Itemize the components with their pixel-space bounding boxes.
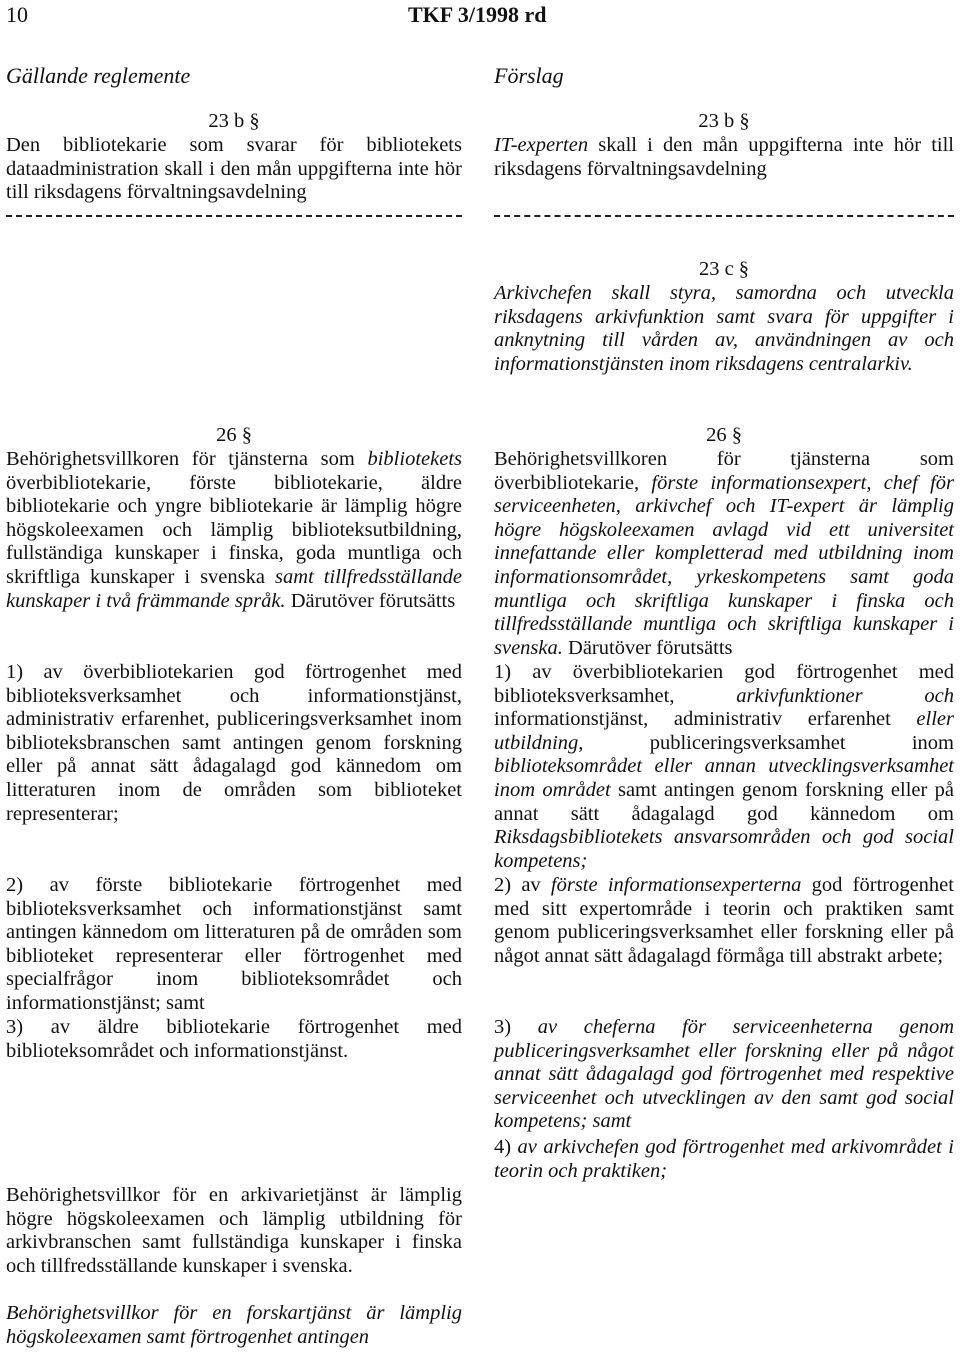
right-26-item4-a: 4) (494, 1136, 518, 1158)
right-26-item3-a: 3) (494, 1016, 538, 1038)
left-omission-dashes (6, 215, 462, 217)
right-26-item2-c: god förtrogenhet med sitt expertområde i teorin och praktiken samt genom publiceringsverksamhet eller forskning eller på något annat sätt ådagalagd förmåga till abstrakt arbete; (494, 874, 954, 967)
right-26-item1-d: eller utbildning (494, 708, 954, 754)
left-arkiv-text: Behörighetsvillkor för en arkivarietjänst är lämplig högre högskoleexamen och lämplig utbildning för arkivbranschen samt fullständiga kunskaper i finska och tillfredsställande kunskaper i svenska. (6, 1184, 462, 1277)
page-number: 10 (6, 2, 28, 27)
left-26-item-3: 3) av äldre bibliotekarie förtrogenhet med biblioteksområdet och informationstjänst. (6, 1016, 462, 1062)
right-23b-rest: skall i den mån uppgifterna inte hör till riksdagens förvaltningsavdelning (494, 134, 954, 180)
left-26-item-2: 2) av förste bibliotekarie förtrogenhet med biblioteksverksamhet och informationstjänst samt antingen kännedom om litteraturen på de områden som biblioteket representerar eller förtrogenhet med specialfrågor inom biblioteksområdet och informationstjänst; samt (6, 874, 462, 1014)
right-26-item1-f: biblioteksområdet eller annan utvecklingsverksamhet inom området (494, 755, 954, 801)
left-26-item-1: 1) av överbibliotekarien god förtrogenhet med biblioteksverksamhet och informationstjänst, administrativ erfarenhet, publiceringsverksamhet inom biblioteksbranschen samt antingen genom forskning eller på annat sätt ådagalagd god kännedom om litteraturen inom de områden som biblioteket representerar; (6, 661, 462, 825)
right-26-item1-g: samt antingen genom forskning eller på annat sätt ådagalagd god kännedom om (494, 778, 955, 825)
running-head: TKF 3/1998 rd (408, 2, 547, 27)
right-26-i1: förste informationsexpert, chef för serviceenheten, arkivchef och IT-expert är lämplig högre högskoleexamen avlagd vid ett universitet innefattande eller kompletterad med utbildning inom informationsområdet, yrkeskompetens samt goda muntliga och skriftliga kunskaper i finska och tillfredsställande muntliga och skriftliga kunskaper i svenska. (494, 471, 954, 659)
right-23b-text (494, 134, 954, 181)
right-23c-text: Arkivchefen skall styra, samordna och utveckla riksdagens arkivfunktion samt svara för uppgifter i anknytning till vården av, användningen av och informationstjänsten inom riksdagens centralarkiv. (494, 282, 954, 375)
right-omission-dashes (494, 215, 954, 217)
right-26-item-2 (494, 874, 954, 968)
right-section-23b: 23 b § (698, 110, 750, 132)
left-26-intro-part1: Behörighetsvillkoren för tjänsterna som (6, 448, 368, 470)
left-26-intro-part3: Därutöver förutsätts (285, 589, 456, 612)
right-26-item2-a: 2) av (494, 874, 551, 896)
right-26-item1-b: arkivfunktioner och (736, 684, 954, 707)
right-26-item1-h: Riksdagsbibliotekets ansvarsområden och god social kompetens; (494, 826, 954, 872)
right-26-item-4 (494, 1136, 954, 1183)
right-26-item4-b: av arkivchefen god förtrogenhet med arkivområdet i teorin och praktiken; (494, 1136, 954, 1182)
left-26-intro-ital1: bibliotekets (367, 448, 462, 470)
left-section-23b: 23 b § (208, 110, 260, 132)
left-forskartjanst-text: Behörighetsvillkor för en forskartjänst är lämplig högskoleexamen samt förtrogenhet antingen (6, 1302, 462, 1348)
right-26-item1-a: 1) av överbibliotekarien god förtrogenhet med biblioteksverksamhet, (494, 661, 954, 707)
left-26-intro (6, 448, 462, 613)
right-26-item3-b: av cheferna för serviceenheterna genom publiceringsverksamhet eller forskning eller på något annat sätt ådagalagd god förtrogenhet med respektive serviceenhet och utvecklingen av den samt god social kompetens; samt (494, 1016, 954, 1133)
left-23b-text: Den bibliotekarie som svarar för bibliotekets dataadministration skall i den mån uppgifterna inte hör till riksdagens förvaltningsavdelning (6, 134, 462, 204)
right-26-item2-b: förste informationsexperterna (550, 874, 802, 896)
left-26-intro-part2: överbibliotekarie, förste bibliotekarie, äldre bibliotekarie och yngre bibliotekarie är lämplig högre högskoleexamen och lämplig biblioteksutbildning, fullständiga kunskaper i finska, goda muntliga och skriftliga kunskaper i svenska (6, 471, 462, 588)
right-26-item-3 (494, 1016, 954, 1134)
right-26-item1-c: informationstjänst, administrativ erfarenhet (494, 708, 917, 731)
left-26-intro-ital2: samt tillfredsställande kunskaper i två främmande språk. (6, 565, 462, 612)
right-26-intro (494, 448, 954, 660)
right-column-heading: Förslag (494, 63, 564, 88)
right-26-item-1 (494, 661, 954, 873)
left-column-heading: Gällande reglemente (6, 63, 191, 88)
right-section-23c: 23 c § (698, 258, 750, 280)
right-section-26: 26 § (706, 424, 742, 446)
right-26-p1: Behörighetsvillkoren för tjänsterna som överbibliotekarie, (494, 448, 954, 494)
right-26-p2: Därutöver förutsätts (562, 636, 733, 659)
left-section-26: 26 § (216, 424, 252, 446)
right-26-item1-e: , publiceringsverksamhet inom (578, 731, 954, 754)
right-23b-ital-lead: IT-experten (494, 134, 589, 156)
